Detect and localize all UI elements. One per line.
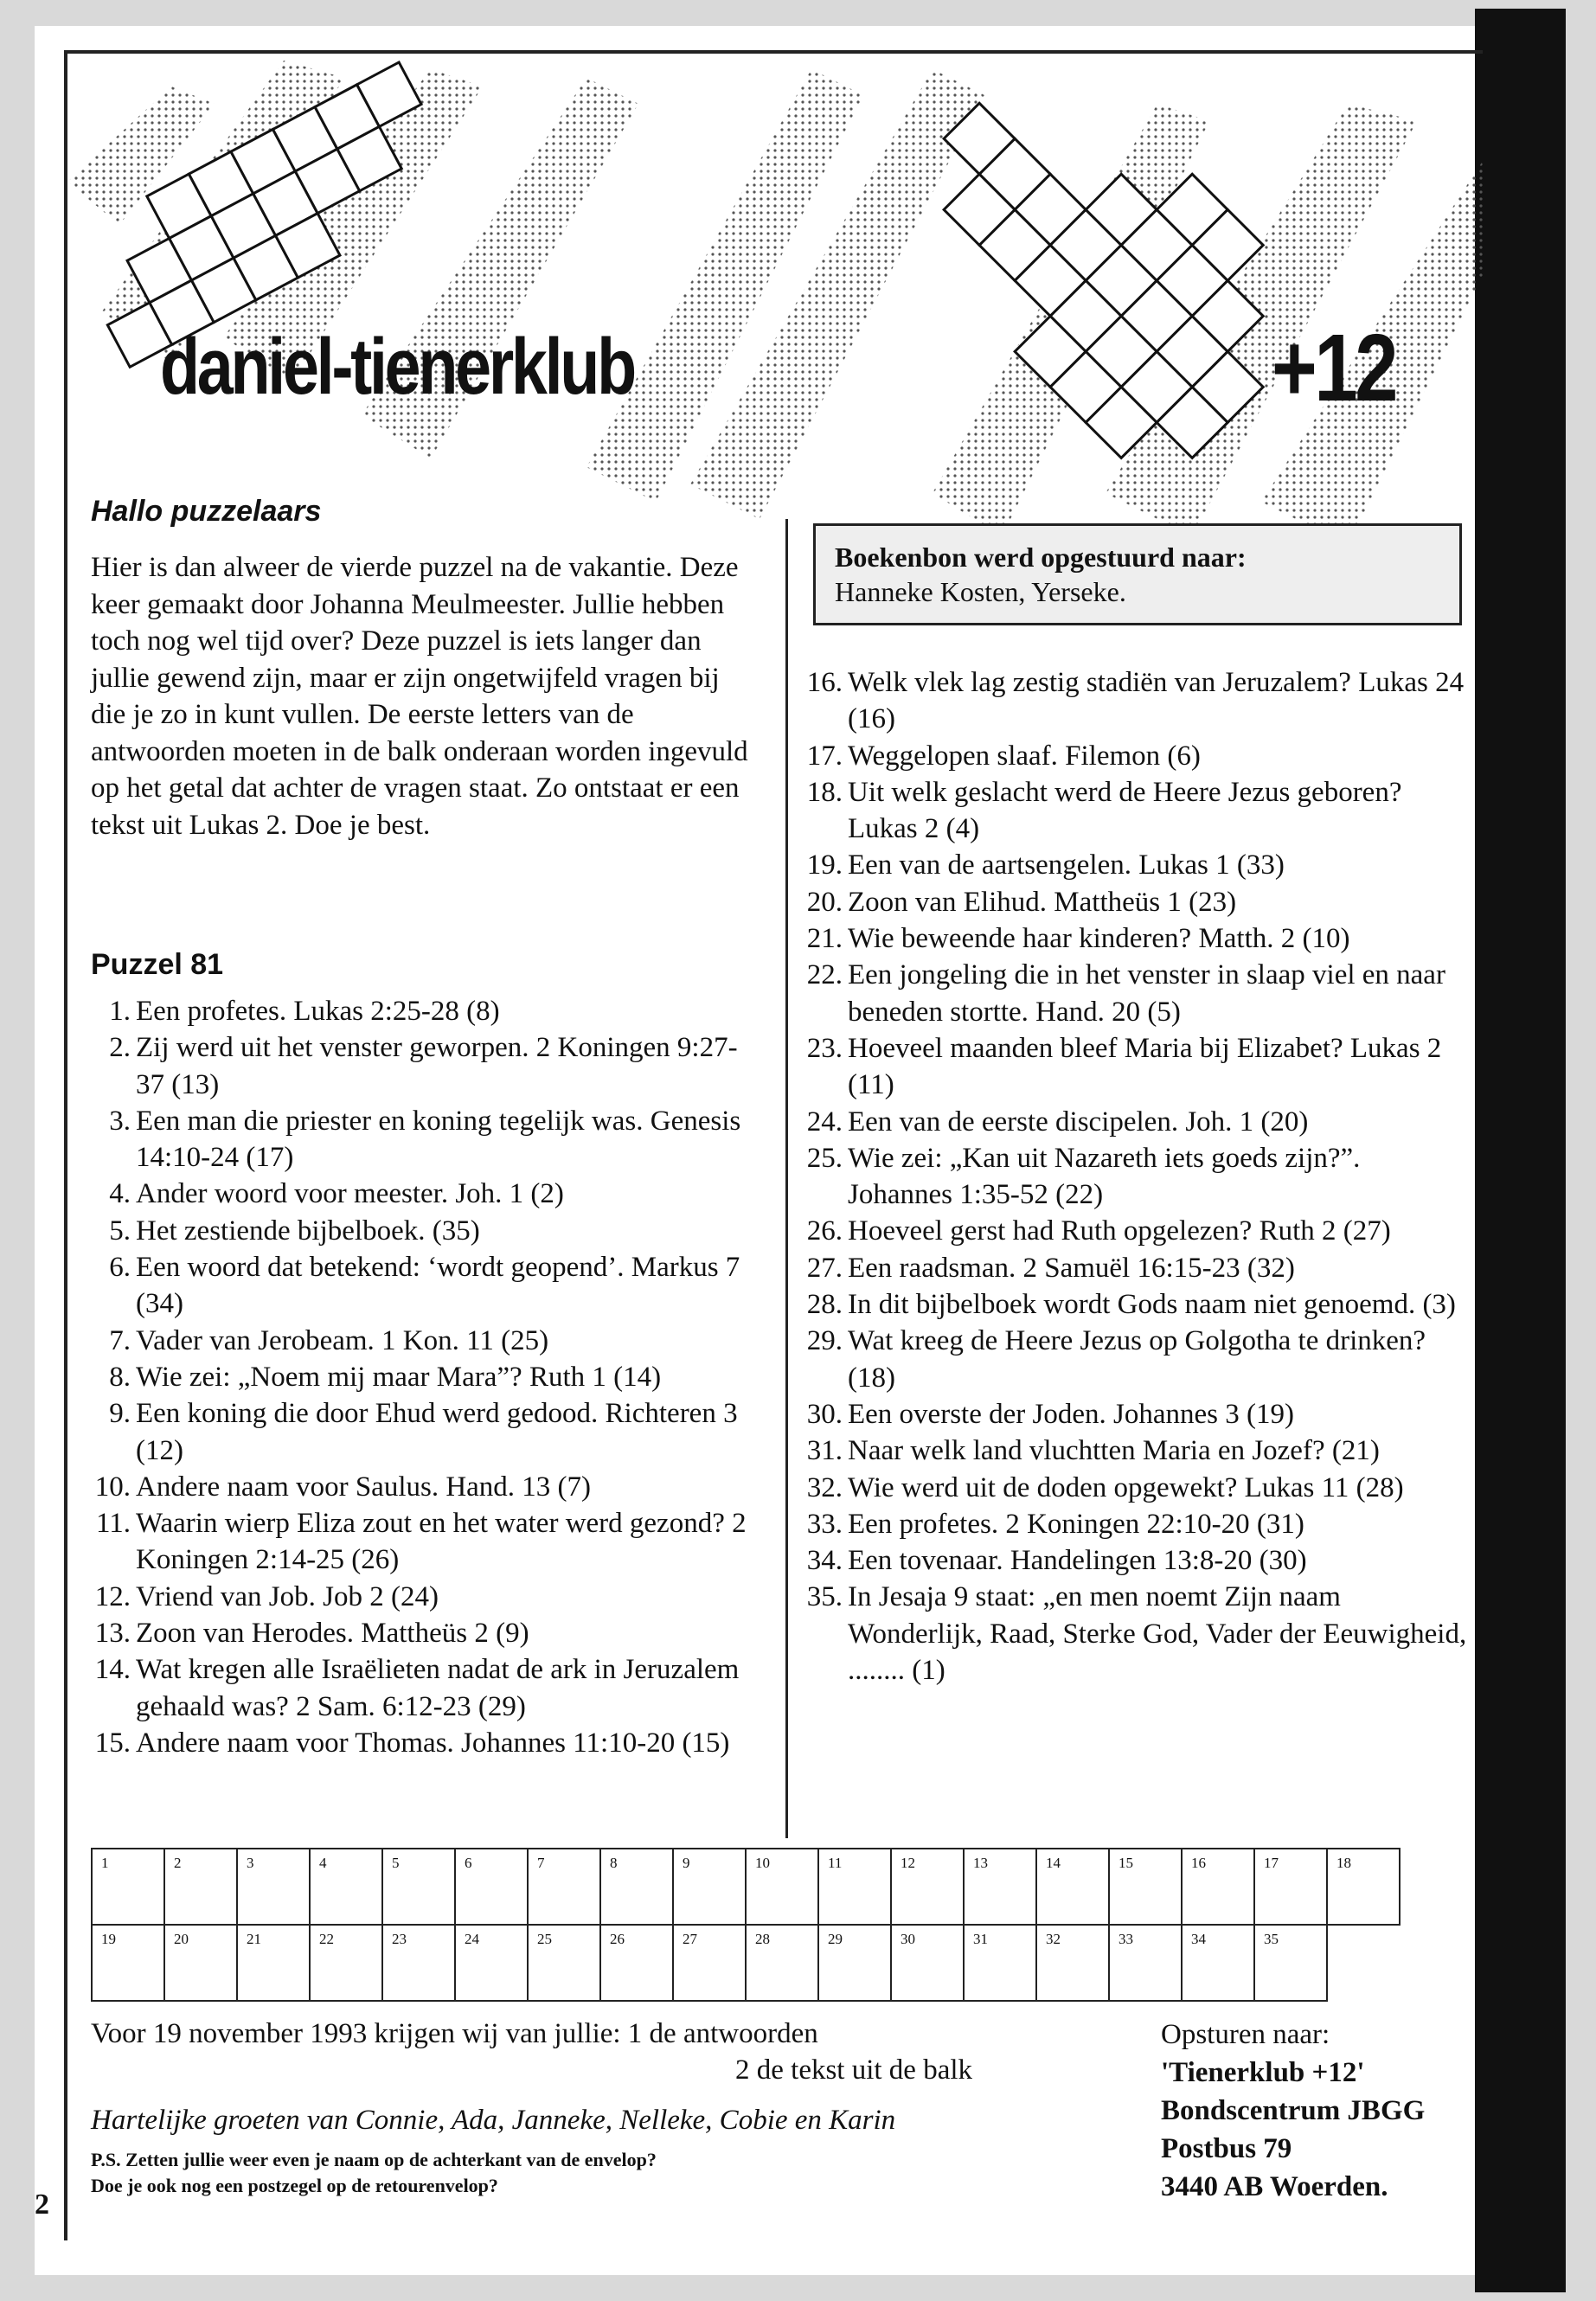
question-text: Een raadsman. 2 Samuël 16:15-23 (32) [848,1252,1295,1284]
answer-cell[interactable]: 31 [964,1925,1036,2001]
question-item [803,774,1469,848]
answer-cell[interactable]: 27 [673,1925,746,2001]
answer-cell[interactable]: 18 [1327,1849,1400,1925]
question-item [803,920,1469,957]
answer-cell[interactable]: 10 [746,1849,818,1925]
answer-cell[interactable]: 19 [92,1925,164,2001]
question-item [803,1433,1469,1469]
question-item [803,957,1469,1030]
question-number: 2. [109,1032,131,1064]
question-number: 17. [806,740,843,772]
answer-cell[interactable]: 8 [600,1849,673,1925]
question-text: Weggelopen slaaf. Filemon (6) [848,740,1201,772]
answer-cell[interactable]: 5 [382,1849,455,1925]
question-number: 13. [94,1618,131,1650]
question-item [803,1396,1469,1433]
answer-cell[interactable]: 13 [964,1849,1036,1925]
age-label: +12 [1272,315,1396,421]
question-item [803,1250,1469,1286]
question-number: 28. [806,1289,843,1321]
address-line4: 3440 AB Woerden. [1161,2171,1388,2202]
question-text: Wat kregen alle Israëlieten nadat de ark in Jeruzalem gehaald was? 2 Sam. 6:12-23 (29) [136,1654,740,1722]
crossword-grid-illustration [67,52,1486,545]
question-number: 4. [109,1178,131,1210]
question-number: 26. [806,1215,843,1247]
answer-cell[interactable]: 4 [310,1849,382,1925]
question-number: 16. [806,667,843,698]
answer-grid [91,1848,1401,2002]
question-text: Een koning die door Ehud werd gedood. Richteren 3 (12) [136,1398,738,1466]
question-number: 10. [94,1471,131,1503]
puzzle-title: Puzzel 81 [91,948,224,981]
answer-cell[interactable]: 15 [1109,1849,1182,1925]
question-number: 33. [806,1508,843,1540]
answer-cell[interactable]: 3 [237,1849,310,1925]
question-item [803,1104,1469,1140]
question-item [91,1725,761,1761]
question-item [803,1542,1469,1579]
answer-cell[interactable]: 17 [1254,1849,1327,1925]
intro-heading: Hallo puzzelaars [91,495,322,528]
answer-cell[interactable]: 32 [1036,1925,1109,2001]
question-text: Een overste der Joden. Johannes 3 (19) [848,1398,1294,1430]
black-edge-bar [1475,9,1566,2292]
question-item [803,738,1469,774]
question-number: 20. [806,886,843,918]
question-item [91,1029,761,1103]
question-text: Een profetes. Lukas 2:25-28 (8) [136,996,500,1027]
deadline-line1: Voor 19 november 1993 krijgen wij van jullie: 1 de antwoorden [91,2018,818,2049]
answer-cell[interactable]: 20 [164,1925,237,2001]
question-number: 3. [109,1105,131,1137]
question-item [803,1286,1469,1323]
question-item [803,1213,1469,1249]
answer-cell[interactable]: 12 [891,1849,964,1925]
question-number: 5. [109,1215,131,1247]
question-item [91,1249,761,1323]
question-text: Het zestiende bijbelboek. (35) [136,1215,480,1247]
deadline-line2: 2 de tekst uit de balk [735,2054,973,2086]
question-number: 8. [109,1361,131,1393]
question-number: 21. [806,923,843,955]
question-number: 18. [806,776,843,808]
question-text: Waarin wierp Eliza zout en het water werd gezond? 2 Koningen 2:14-25 (26) [136,1508,747,1576]
answer-cell[interactable]: 7 [528,1849,600,1925]
question-number: 1. [109,996,131,1027]
question-text: In Jesaja 9 staat: „en men noemt Zijn naam Wonderlijk, Raad, Sterke God, Vader der Eeuwigheid, ........ (1) [848,1581,1467,1687]
question-item [803,1323,1469,1396]
question-item [91,1323,761,1359]
question-text: Een tovenaar. Handelingen 13:8-20 (30) [848,1545,1307,1577]
question-text: Ander woord voor meester. Joh. 1 (2) [136,1178,564,1210]
question-text: Wie werd uit de doden opgewekt? Lukas 11 (28) [848,1471,1404,1503]
answer-cell[interactable]: 25 [528,1925,600,2001]
question-text: Naar welk land vluchtten Maria en Jozef? (21) [848,1435,1380,1467]
question-item [91,1579,761,1615]
question-number: 19. [806,849,843,881]
question-text: Wie zei: „Kan uit Nazareth iets goeds zijn?”. Johannes 1:35-52 (22) [848,1142,1361,1211]
page-number: 2 [35,2189,49,2221]
question-item [91,1395,761,1469]
question-text: Andere naam voor Saulus. Hand. 13 (7) [136,1471,592,1503]
question-text: Een man die priester en koning tegelijk was. Genesis 14:10-24 (17) [136,1105,741,1174]
answer-cell[interactable]: 33 [1109,1925,1182,2001]
question-item [803,1506,1469,1542]
ps-line1: P.S. Zetten jullie weer even je naam op de achterkant van de envelop? [91,2149,657,2170]
question-text: Wie zei: „Noem mij maar Mara”? Ruth 1 (14) [136,1361,662,1393]
question-text: Wat kreeg de Heere Jezus op Golgotha te drinken? (18) [848,1325,1426,1394]
question-item [803,847,1469,883]
question-number: 35. [806,1581,843,1613]
question-text: Een van de eerste discipelen. Joh. 1 (20) [848,1106,1309,1138]
book-voucher-box [813,523,1462,625]
questions-right [803,664,1469,1689]
book-voucher-label: Boekenbon werd opgestuurd naar: [835,542,1247,573]
question-item [803,1579,1469,1689]
answer-cell[interactable]: 30 [891,1925,964,2001]
questions-left [91,993,761,1761]
address-block [1161,2016,1425,2206]
answer-cell[interactable]: 11 [818,1849,891,1925]
question-text: Vader van Jerobeam. 1 Kon. 11 (25) [136,1324,549,1356]
answer-cell[interactable]: 6 [455,1849,528,1925]
question-item [91,1505,761,1579]
answer-cell[interactable]: 9 [673,1849,746,1925]
ps-line2: Doe je ook nog een postzegel op de retourenvelop? [91,2175,498,2196]
question-item [803,664,1469,738]
question-text: Zij werd uit het venster geworpen. 2 Koningen 9:27-37 (13) [136,1032,738,1100]
question-number: 7. [109,1324,131,1356]
question-number: 32. [806,1471,843,1503]
question-text: Wie beweende haar kinderen? Matth. 2 (10) [848,923,1350,955]
question-number: 27. [806,1252,843,1284]
answer-cell[interactable]: 22 [310,1925,382,2001]
greeting: Hartelijke groeten van Connie, Ada, Janneke, Nelleke, Cobie en Karin [91,2105,896,2136]
question-number: 25. [806,1142,843,1174]
question-text: Uit welk geslacht werd de Heere Jezus geboren? Lukas 2 (4) [848,776,1402,845]
question-item [91,1469,761,1505]
answer-cell[interactable]: 1 [92,1849,164,1925]
question-text: Een woord dat betekend: ‘wordt geopend’. Markus 7 (34) [136,1252,740,1320]
question-number: 11. [95,1508,131,1540]
ps-note [91,2147,657,2199]
question-item [803,884,1469,920]
question-item [91,1615,761,1651]
question-item [803,1030,1469,1104]
answer-cell[interactable]: 14 [1036,1849,1109,1925]
answer-cell[interactable]: 35 [1254,1925,1327,2001]
question-text: Zoon van Herodes. Mattheüs 2 (9) [136,1618,529,1650]
answer-cell[interactable]: 24 [455,1925,528,2001]
question-item [91,1651,761,1725]
question-text: Een van de aartsengelen. Lukas 1 (33) [848,849,1285,881]
question-text: Hoeveel maanden bleef Maria bij Elizabet? Lukas 2 (11) [848,1032,1442,1101]
question-item [91,1103,761,1176]
question-text: Welk vlek lag zestig stadiën van Jeruzalem? Lukas 24 (16) [848,667,1465,735]
question-text: Een profetes. 2 Koningen 22:10-20 (31) [848,1508,1304,1540]
answer-cell[interactable]: 28 [746,1925,818,2001]
question-item [91,1176,761,1212]
answer-cell[interactable]: 34 [1182,1925,1254,2001]
question-text: Een jongeling die in het venster in slaap viel en naar beneden stortte. Hand. 20 (5) [848,959,1445,1028]
question-item [803,1140,1469,1214]
answer-cell[interactable]: 29 [818,1925,891,2001]
question-text: Andere naam voor Thomas. Johannes 11:10-20 (15) [136,1727,730,1759]
answer-cell[interactable]: 21 [237,1925,310,2001]
question-number: 14. [94,1654,131,1686]
address-line1: 'Tienerklub +12' [1161,2057,1365,2088]
question-number: 9. [109,1398,131,1430]
question-number: 24. [806,1106,843,1138]
question-item [91,1213,761,1249]
header-artwork [67,52,1486,545]
send-label: Opsturen naar: [1161,2019,1330,2050]
question-text: In dit bijbelboek wordt Gods naam niet genoemd. (3) [848,1289,1456,1321]
question-number: 29. [806,1325,843,1357]
question-number: 23. [806,1032,843,1064]
answer-cell[interactable]: 16 [1182,1849,1254,1925]
club-title: daniel-tienerklub [160,323,634,411]
intro-text [91,549,757,843]
address-line2: Bondscentrum JBGG [1161,2095,1426,2126]
question-number: 6. [109,1252,131,1284]
empty-cell [1327,1925,1400,2001]
question-number: 34. [806,1545,843,1577]
intro-paragraph: Hier is dan alweer de vierde puzzel na de vakantie. Deze keer gemaakt door Johanna Meulmeester. Jullie hebben toch nog wel tijd over? Deze puzzel is iets langer dan jullie gewend zijn, maar er zijn ongetwijfeld vragen bij die je zo in kunt vullen. De eerste letters van de antwoorden moeten in de balk onderaan worden ingevuld op het getal dat achter de vragen staat. Zo ontstaat er een tekst uit Lukas 2. Doe je best. [91,552,748,841]
book-voucher-winner: Hanneke Kosten, Yerseke. [835,576,1126,607]
answer-cell[interactable]: 23 [382,1925,455,2001]
question-number: 22. [806,959,843,991]
address-line3: Postbus 79 [1161,2133,1292,2164]
answer-cell[interactable]: 26 [600,1925,673,2001]
question-text: Vriend van Job. Job 2 (24) [136,1580,439,1612]
question-text: Zoon van Elihud. Mattheüs 1 (23) [848,886,1237,918]
question-item [91,1359,761,1395]
question-text: Hoeveel gerst had Ruth opgelezen? Ruth 2 (27) [848,1215,1391,1247]
question-number: 31. [806,1435,843,1467]
answer-cell[interactable]: 2 [164,1849,237,1925]
question-number: 30. [806,1398,843,1430]
question-item [803,1470,1469,1506]
column-divider [785,519,788,1838]
question-number: 15. [94,1727,131,1759]
question-number: 12. [94,1580,131,1612]
question-item [91,993,761,1029]
